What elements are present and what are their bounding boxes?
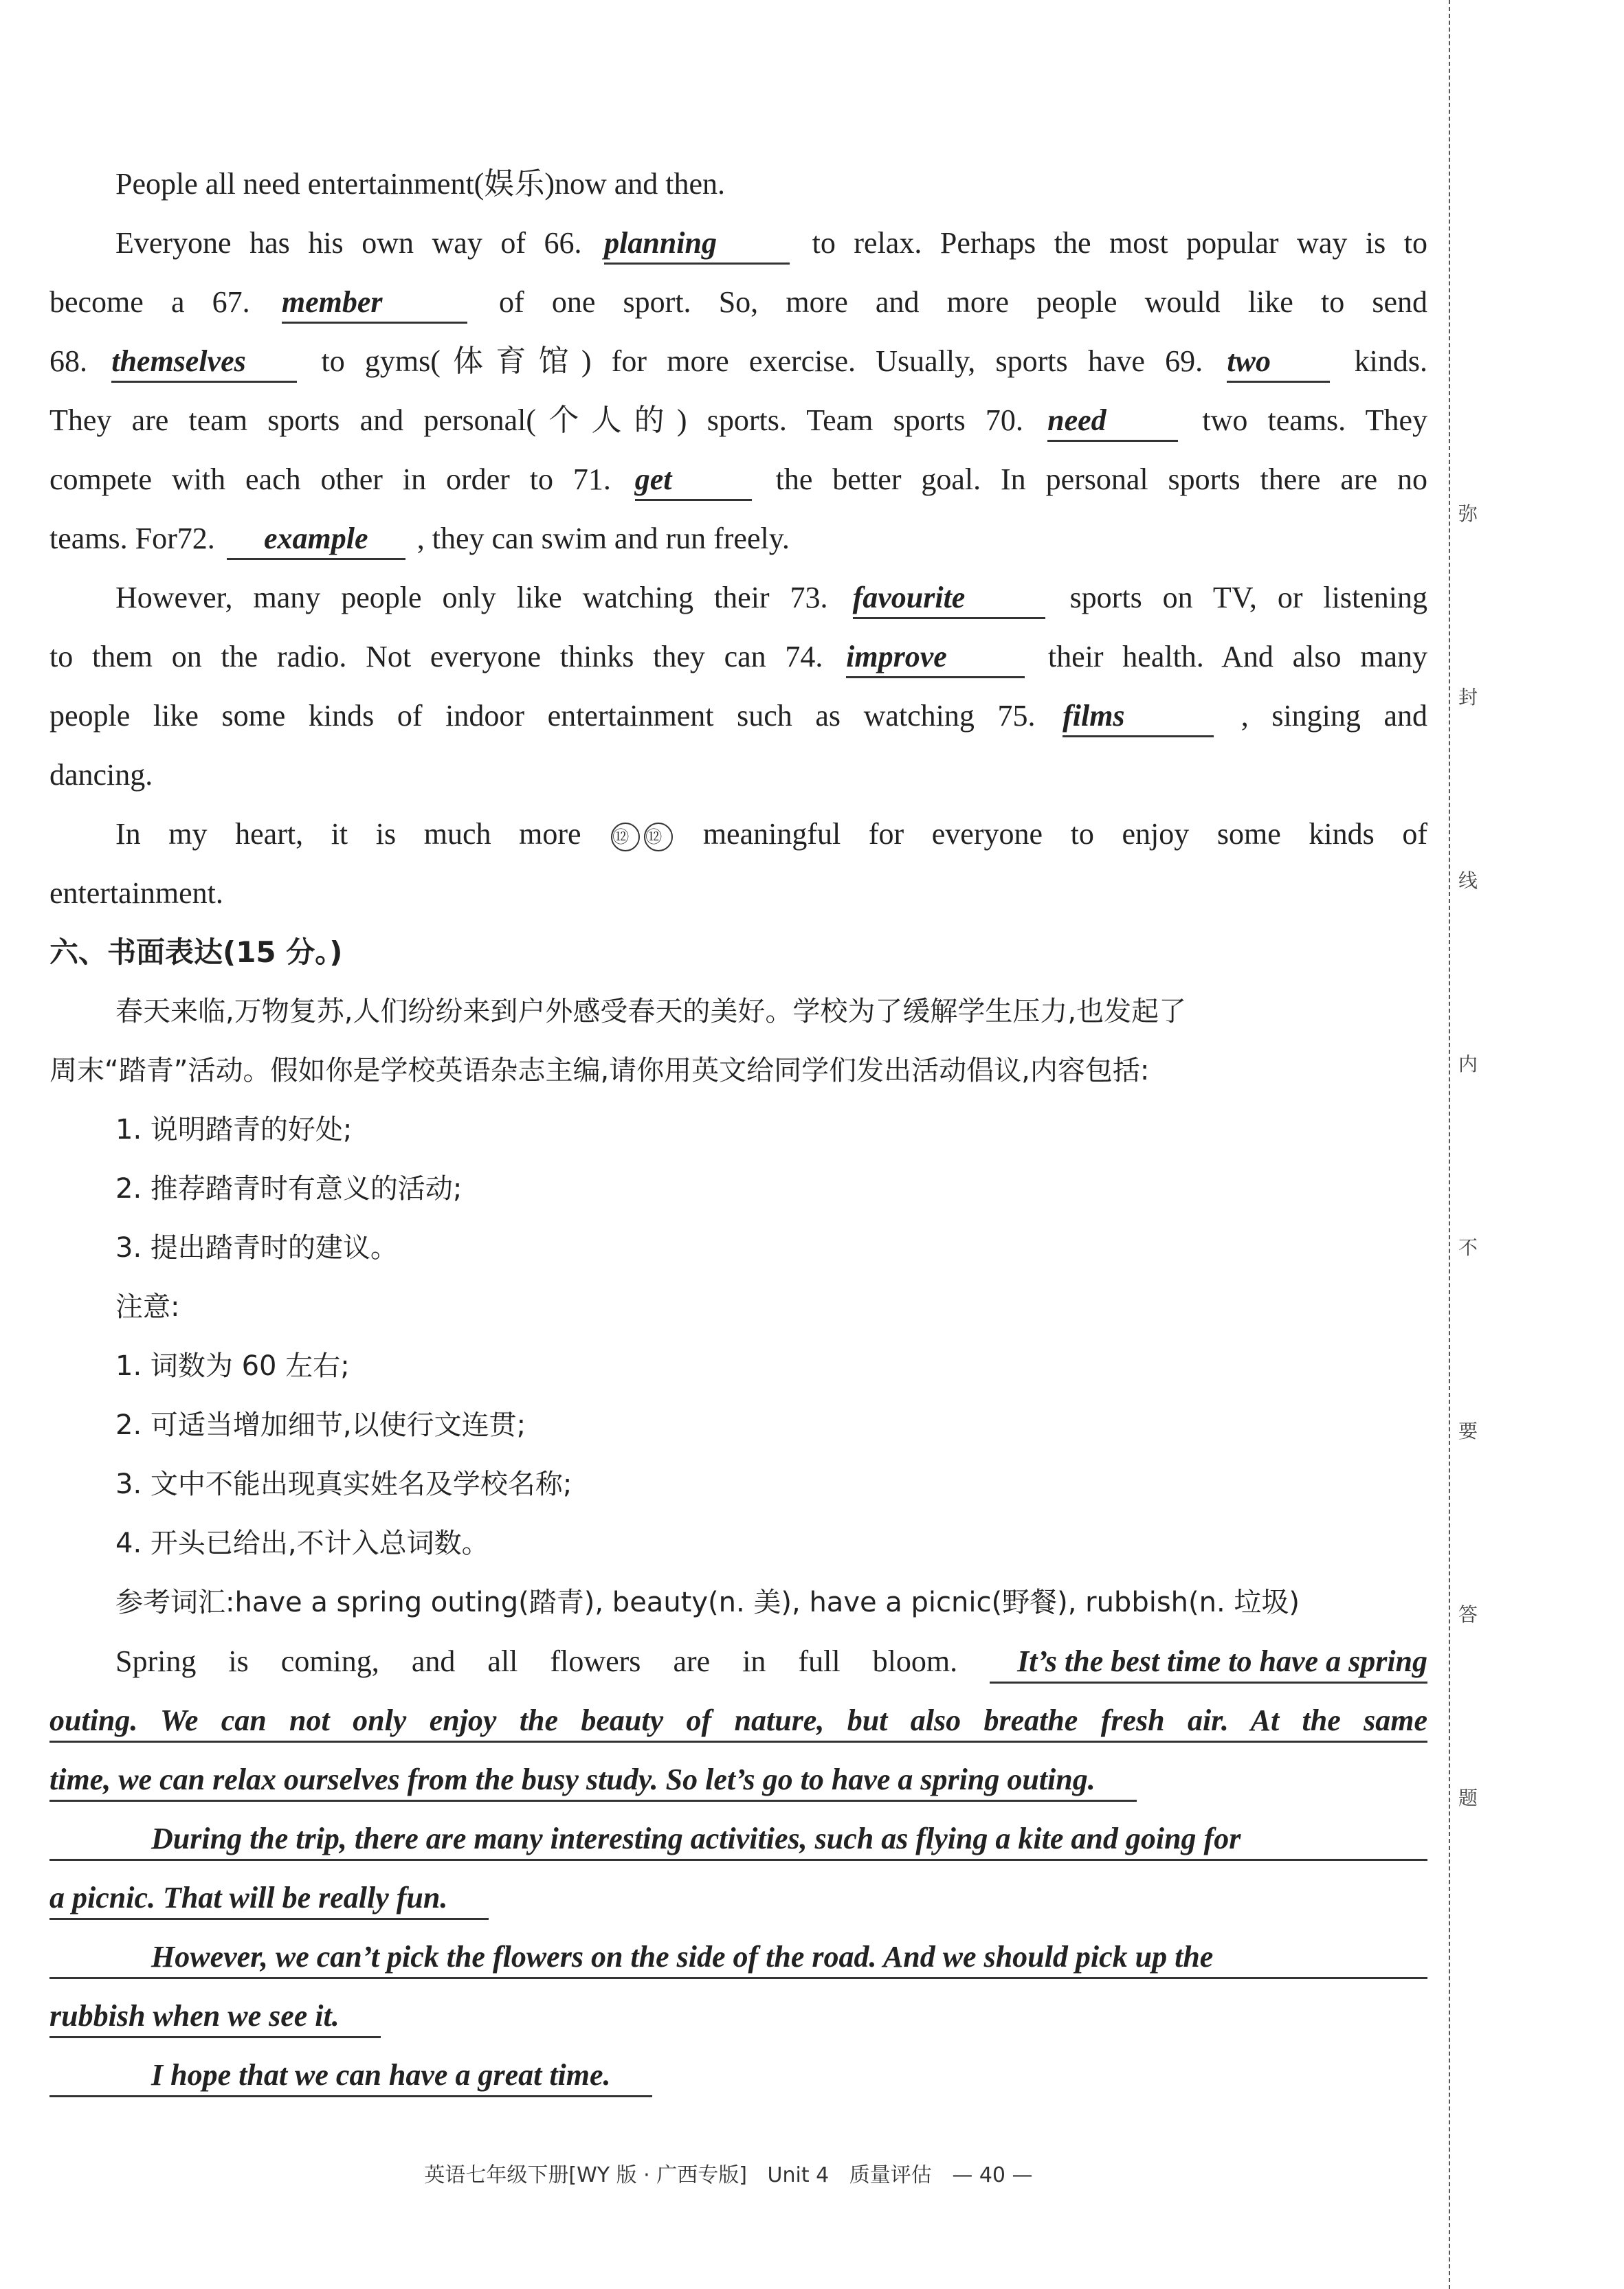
- answer-blank-73: favourite: [853, 579, 1045, 619]
- passage-line-1: [49, 155, 1427, 214]
- passage-text: become a 67.: [49, 285, 250, 319]
- passage-line-8: [49, 568, 1427, 627]
- passage-text: to relax. Perhaps the most popular way is to: [812, 226, 1428, 260]
- answer-line-5: [49, 1868, 1427, 1928]
- circled-number-icon: ⑫: [644, 823, 673, 851]
- answer-line-6: [49, 1928, 1427, 1987]
- note-label: 注意:: [115, 1291, 180, 1323]
- answer-text: However, we can’t pick the flowers on the side of the road. And we should pick up the: [49, 1937, 1427, 1979]
- answer-start: Spring is coming, and all flowers are in full bloom.: [115, 1644, 958, 1678]
- answer-blank-75: films: [1063, 697, 1214, 737]
- requirement-2: 2. 推荐踏青时有意义的活动;: [115, 1173, 463, 1205]
- answer-line-4: [49, 1809, 1427, 1868]
- answer-line-8: [49, 2046, 1427, 2105]
- seal-char: 线: [1454, 867, 1482, 895]
- answer-blank-67: member: [282, 283, 467, 324]
- answer-blank-69: two: [1227, 342, 1330, 383]
- answer-text: It’s the best time to have a spring: [990, 1642, 1427, 1684]
- passage-text: to gyms(体育馆) for more exercise. Usually, sports have 69.: [321, 344, 1203, 378]
- answer-line-2: [49, 1691, 1427, 1750]
- passage-line-9: [49, 627, 1427, 686]
- vocabulary-hint: 参考词汇:have a spring outing(踏青), beauty(n. 美), have a picnic(野餐), rubbish(n. 垃圾): [115, 1587, 1300, 1618]
- passage-text: 68.: [49, 344, 87, 378]
- page-number: — 40 —: [952, 2163, 1033, 2187]
- answer-blank-70: need: [1047, 401, 1178, 442]
- passage-text: , singing and: [1241, 699, 1428, 733]
- answer-text: During the trip, there are many interesting activities, such as flying a kite and going for: [49, 1819, 1427, 1861]
- answer-text: a picnic. That will be really fun.: [49, 1878, 489, 1920]
- answer-blank-71: get: [635, 460, 752, 501]
- section-heading: 六、书面表达(15 分。): [49, 935, 343, 969]
- passage-text: entertainment.: [49, 876, 223, 910]
- passage-text: kinds.: [1354, 344, 1428, 378]
- circled-number-icon: ⑫: [611, 823, 640, 851]
- passage-text: teams. For72.: [49, 522, 215, 555]
- answer-line-3: [49, 1750, 1427, 1809]
- note-4: 4. 开头已给出,不计入总词数。: [115, 1528, 489, 1559]
- book-title: 英语七年级下册[WY 版 · 广西专版]: [424, 2163, 747, 2187]
- passage-text: two teams. They: [1202, 403, 1428, 437]
- passage-line-7: [49, 509, 1427, 568]
- passage-text: of one sport. So, more and more people would like to send: [499, 285, 1428, 319]
- answer-blank-66: planning: [604, 224, 790, 265]
- requirement-3: 3. 提出踏青时的建议。: [115, 1232, 398, 1264]
- page-footer: [0, 2158, 1457, 2188]
- section-label: 质量评估: [849, 2163, 932, 2187]
- passage-text: They are team sports and personal(个人的) sports. Team sports 70.: [49, 403, 1023, 437]
- answer-text: I hope that we can have a great time.: [49, 2055, 652, 2097]
- answer-text: time, we can relax ourselves from the busy study. So let’s go to have a spring outing.: [49, 1760, 1137, 1802]
- passage-text: people like some kinds of indoor entertainment such as watching 75.: [49, 699, 1036, 733]
- answer-blank-68: themselves: [111, 342, 297, 383]
- passage-text: Everyone has his own way of 66.: [115, 226, 582, 260]
- answer-text: outing. We can not only enjoy the beauty of nature, but also breathe fresh air. At the same: [49, 1701, 1427, 1743]
- seal-char: 内: [1454, 1051, 1482, 1078]
- passage-text: the better goal. In personal sports there are no: [775, 462, 1428, 496]
- passage-line-4: [49, 332, 1427, 391]
- requirement-1: 1. 说明踏青的好处;: [115, 1114, 353, 1146]
- answer-line-7: [49, 1987, 1427, 2046]
- passage-line-6: [49, 450, 1427, 509]
- prompt-line-1: 春天来临,万物复苏,人们纷纷来到户外感受春天的美好。学校为了缓解学生压力,也发起了: [115, 996, 1187, 1027]
- seal-char: 不: [1454, 1234, 1482, 1262]
- seal-char: 题: [1454, 1785, 1482, 1812]
- passage-line-3: [49, 273, 1427, 332]
- passage-line-2: [49, 214, 1427, 273]
- answer-text: rubbish when we see it.: [49, 1996, 381, 2038]
- seal-char: 封: [1454, 684, 1482, 711]
- answer-blank-72: example: [227, 520, 405, 560]
- passage-text: dancing.: [49, 758, 153, 792]
- note-2: 2. 可适当增加细节,以使行文连贯;: [115, 1409, 526, 1441]
- passage-line-12: [49, 805, 1427, 864]
- seal-line: [1449, 0, 1478, 2289]
- passage-text: , they can swim and run freely.: [416, 522, 790, 555]
- passage-text: compete with each other in order to 71.: [49, 462, 611, 496]
- seal-char: 答: [1454, 1601, 1482, 1629]
- passage-text: sports on TV, or listening: [1069, 581, 1428, 614]
- note-3: 3. 文中不能出现真实姓名及学校名称;: [115, 1469, 572, 1500]
- passage-text: their health. And also many: [1047, 640, 1428, 673]
- prompt-line-2: 周末“踏青”活动。假如你是学校英语杂志主编,请你用英文给同学们发出活动倡议,内容包括:: [49, 1055, 1150, 1086]
- passage-line-10: [49, 686, 1427, 746]
- seal-char: 要: [1454, 1418, 1482, 1445]
- note-1: 1. 词数为 60 左右;: [115, 1350, 350, 1382]
- seal-char: 弥: [1454, 500, 1482, 528]
- unit-label: Unit 4: [767, 2163, 830, 2187]
- answer-line-1: [49, 1632, 1427, 1691]
- passage-line-11: [49, 746, 1427, 805]
- passage-text: to them on the radio. Not everyone thinks they can 74.: [49, 640, 823, 673]
- passage-line-13: [49, 864, 1427, 923]
- passage-text: However, many people only like watching their 73.: [115, 581, 828, 614]
- passage-text: In my heart, it is much more: [115, 817, 581, 851]
- passage-text: meaningful for everyone to enjoy some kinds of: [702, 817, 1428, 851]
- answer-blank-74: improve: [846, 638, 1025, 678]
- passage-line-5: [49, 391, 1427, 450]
- passage-text: People all need entertainment(娱乐)now and then.: [115, 167, 726, 201]
